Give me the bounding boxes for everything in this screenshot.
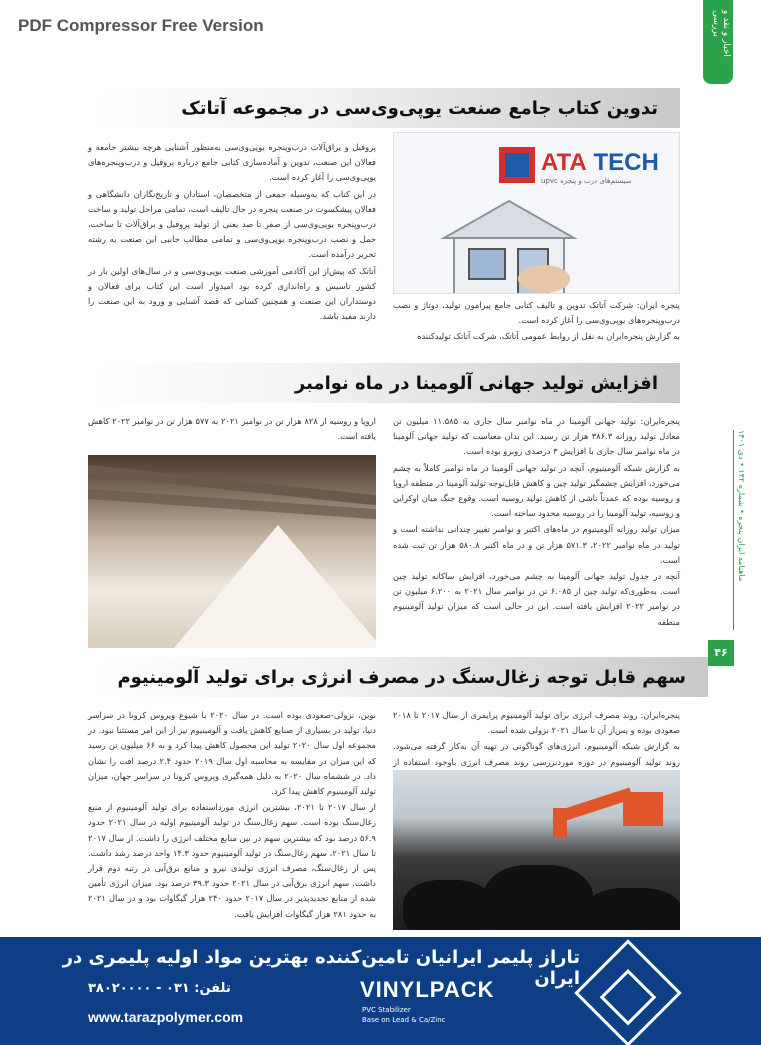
phone-number: تلفن: ۰۳۱ - ۳۸۰۲۰۰۰۰ xyxy=(88,981,231,996)
paragraph: میزان تولید روزانه آلومینیوم در ماه‌های اکتبر و نوامبر تغییر چندانی نداشته است و تولید در ماه نوامبر ۲۰۲۲، ۵۷۱.۳ هزار تن و در ماه اکتبر ۵۸۰.۸ هزار تن ثبت شده است. xyxy=(393,524,680,565)
section-tab-label: اخبار و نقد و بررسی xyxy=(711,10,731,57)
side-divider xyxy=(733,430,734,630)
section1-body xyxy=(88,140,376,325)
paragraph: آتاتک که پیش‌از این آکادمی آموزشی صنعت یوپی‌وی‌سی و در سال‌های اولین بار در کشور تاسیس و راه‌اندازی کرده بود امیدوار است این کتاب برای فعالان و دوستداران این صنعت و همچنین کسانی که قصد آشنایی و ورود به این صنعت را دارند مفید باشد. xyxy=(88,265,376,322)
section1-caption xyxy=(393,298,680,346)
section3-title: سهم قابل توجه زغال‌سنگ در مصرف انرژی برای تولید آلومینیوم xyxy=(88,657,708,697)
page-number: ۴۶ xyxy=(708,640,734,666)
paragraph: پنجره ایران: شرکت آتاتک تدوین و تالیف کتابی جامع پیرامون تولید، دوتاژ و نصب درب‌وپنجره‌های یوپی‌وی‌سی را آغاز کرده است. xyxy=(393,300,680,326)
advertisement-banner xyxy=(0,937,761,1045)
section2-body-left xyxy=(88,414,376,445)
paragraph: به گزارش پنجره‌ایران به نقل از روابط عمومی آتاتک، شرکت آتاتک تولیدکننده xyxy=(417,331,680,342)
taraz-logo xyxy=(574,939,681,1045)
paragraph: در این کتاب که به‌وسیله جمعی از متخصصان، استادان و تاریخ‌نگاران دانشگاهی و فعالان پیشکسوت در صنعت پنجره در حال تالیف است، تمامی مراحل تولید و ساخت درب‌وپنجره یوپی‌وی‌سی از صفر تا صد یعنی از تولید پروفیل و یراق‌آلات تا ساخت، حمل و نصب درب‌وپنجره یوپی‌وی‌سی و تمامی مطالب جانبی این صنعت به رشته تحریر درآمده است. xyxy=(88,188,376,260)
watermark: PDF Compressor Free Version xyxy=(18,16,264,35)
coal-mine-image xyxy=(393,770,680,930)
alumina-image xyxy=(88,455,376,648)
section3-body-left xyxy=(88,708,376,923)
paragraph: به گزارش شبکه آلومینیوم، انرژی‌های گوناگونی در تهیه آن به‌کار گرفته می‌شود. روند تولید آلومینیوم در دوره موردبررسی روند مصرف انرژی باوجود استفاده از xyxy=(393,741,680,767)
paragraph: به گزارش شبکه آلومینیوم، آنچه در تولید جهانی آلومینا در ماه نوامبر کاملاً به چشم می‌خورد، افزایش چشمگیر تولید چین و کاهش قابل‌توجه تولید آلومینا در منطقه اروپا و روسیه بوده که عمدتاً ناشی از کاهش تولید روسیه است. وقوع جنگ میان اوکراین و روسیه، تولید آلومینا را در روسیه محدود ساخته است. xyxy=(393,462,680,519)
product-subtitle: PVC Stabilizer Base on Lead & Ca/Zinc xyxy=(362,1006,446,1024)
paragraph: نوین، نزولی-صعودی بوده است. در سال ۲۰۲۰ با شیوع ویروس کرونا در سراسر دنیا، تولید در بسیاری از صنایع کاهش یافت و آلومینیوم نیز از این امر مستثنا نبود. در مجموعه اول سال ۲۰۲۰ تولید این محصول کاهش پیدا کرد و به ۶۶ میلیون تن رسید که این میزان در مقایسه به محاسبه اول سال ۲۰۱۹ حدود ۲.۴ درصد افت را نشان داد. در ششماه سال ۲۰۲۰ به دلیل همه‌گیری ویروس کرونا در سراسر جهان، میزان تولید آلومینیوم کاهش پیدا کرد. xyxy=(88,710,376,797)
paragraph: پروفیل و یراق‌آلات درب‌وپنجره یوپی‌وی‌سی به‌منظور آشنایی هرچه بیشتر جامعه و فعالان این صنعت، تدوین و آماده‌سازی کتابی جامع درباره پروفیل و درب‌وپنجره‌های یوپی‌وی‌سی را آغاز کرده است. xyxy=(88,142,376,183)
section2-body-right xyxy=(393,414,680,631)
product-name: VINYLPACK xyxy=(360,977,495,1002)
section-tab xyxy=(703,0,733,84)
paragraph: پنجره‌ایران: روند مصرف انرژی برای تولید آلومینیوم پرایمری از سال ۲۰۱۷ تا ۲۰۱۸ صعودی بوده و پس‌از آن تا سال ۲۰۲۱ نزولی شده است. xyxy=(393,710,680,736)
house-illustration xyxy=(434,193,584,294)
atatech-image xyxy=(393,132,680,294)
alumina-pile xyxy=(168,525,376,648)
paragraph: پنجره‌ایران: تولید جهانی آلومینا در ماه نوامبر سال جاری به ۱۱.۵۸۵ میلیون تن معادل تولید روزانه ۳۸۶.۳ هزار تن رسید. این بدان معناست که تولید جهانی آلومینا در ماه نوامبر سال جاری با افزایش ۳ درصدی روبرو بوده است. xyxy=(393,416,681,457)
section2-title: افزایش تولید جهانی آلومینا در ماه نوامبر xyxy=(88,363,680,403)
atatech-logo: ATA TECH سیستم‌های درب و پنجره upvc xyxy=(499,147,659,195)
website-link[interactable]: www.tarazpolymer.com xyxy=(88,1009,244,1025)
paragraph: آنچه در جدول تولید جهانی آلومینا به چشم می‌خورد، افزایش ساکانه تولید چین است. به‌طوری‌که تولید چین از ۶.۰۸۵ تن در نوامبر سال ۲۰۲۱ به ۶.۲۰۰ میلیون تن در نوامبر ۲۰۲۲ افزایش یافته است. این در حالی است که میزان تولید آلومینیوم منطقه xyxy=(393,571,680,627)
issue-meta: ماهنامه ایران پنجره • شماره ۱۴۲ • دی ۱۴۰۱ xyxy=(737,430,746,582)
paragraph: از سال ۲۰۱۷ تا ۲۰۲۱، بیشترین انرژی مورداستفاده برای تولید آلومینیوم از منبع زغال‌سنگ بوده است. سهم زغال‌سنگ در تولید آلومینیوم اولیه در سال ۲۰۲۱ حدود ۵۶.۹ درصد بود که بیشترین سهم در بین منابع مختلف انرژی را داشت. از سال ۲۰۱۷ تا سال ۲۰۲۱، سهم زغال‌سنگ در تولید آلومینیوم حدود ۱۴.۳ واحد درصد رشد داشت. پس از زغال‌سنگ، مصرف انرژی تولیدی نیرو و منابع برق‌آبی در رتبه دوم قرار داشت. سهم انرژی برق‌آبی در سال ۲۰۲۱ حدود ۳۹.۳ درصد بود. میزان انرژی تأمین شده از منابع تجدیدپذیر در سال ۲۰۱۷ حدود ۲۴۰ هزار گیگاوات بود و در سال ۲۰۲۱ به حدود ۲۸۱ هزار گیگاوات افزایش یافت. xyxy=(88,802,377,919)
company-name: تاراز پلیمر ایرانیان تامین‌کننده بهترین مواد اولیه پلیمری در ایران xyxy=(62,947,580,989)
paragraph: اروپا و روسیه از ۸۲۸ هزار تن در نوامبر ۲۰۲۱ به ۵۷۷ هزار تن در نوامبر ۲۰۲۲ کاهش یافته است. xyxy=(88,416,376,442)
section1-title: تدوین کتاب جامع صنعت یو‌پی‌وی‌سی در مجموعه آتاتک xyxy=(88,88,680,128)
